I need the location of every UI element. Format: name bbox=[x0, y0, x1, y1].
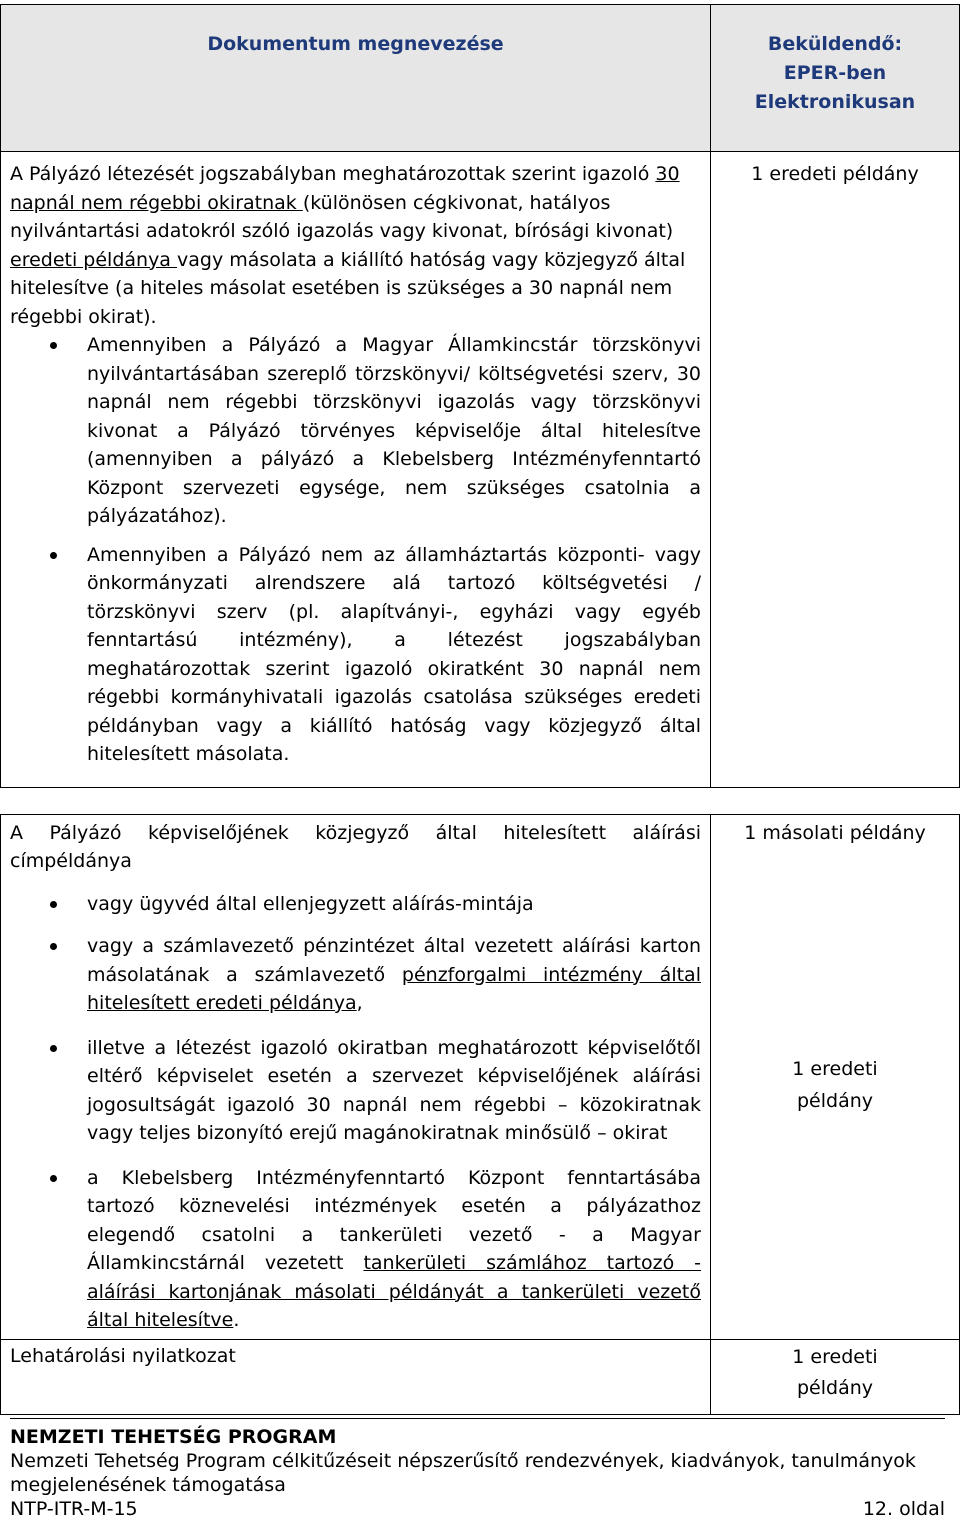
header-submit-line3: Elektronikusan bbox=[754, 91, 916, 113]
signature-specimen-copies-mid: 1 eredeti példány bbox=[792, 1058, 878, 1112]
bullet-icon bbox=[50, 901, 57, 908]
table-row-signature-specimen bbox=[1, 814, 960, 1339]
bullet-icon bbox=[50, 1045, 57, 1052]
existence-proof-intro: A Pályázó létezését jogszabályban meghatározottak szerint igazoló 30 napnál nem régebbi okiratnak (különösen cégkivonat, hatályos nyilvántartási adatokról szóló igazolás vagy kivonat, bírósági kivonat) eredeti példánya vagy másolata a kiállító hatóság vagy közjegyző által hitelesítve (a hiteles másolat esetében is szükséges a 30 napnál nem régebbi okirat). bbox=[10, 163, 686, 328]
table-row-existence-proof bbox=[1, 152, 960, 788]
existence-proof-cell bbox=[1, 152, 711, 788]
list-item: Amennyiben a Pályázó nem az államháztartás központi- vagy önkormányzati alrendszere alá tartozó költségvetési / törzskönyvi szerv (pl. alapítványi-, egyházi vagy egyéb fenntartású intézmény), a létezést jogszabályban meghatározottak szerint igazoló okiratként 30 napnál nem régebbi kormányhivatali igazolás csatolása szükséges eredeti példányban vagy a kiállító hatóság vagy közjegyző által hitelesített másolata. bbox=[10, 541, 701, 769]
footer-program-title: NEMZETI TEHETSÉG PROGRAM bbox=[10, 1426, 337, 1448]
bullet-icon bbox=[50, 552, 57, 559]
signature-specimen-copies-cell bbox=[711, 814, 960, 1339]
list-item: vagy a számlavezető pénzintézet által vezetett aláírási karton másolatának a számlavezető pénzforgalmi intézmény által hitelesített eredeti példánya, bbox=[10, 932, 701, 1018]
header-submit-line2: EPER-ben bbox=[783, 62, 887, 84]
bullet-icon bbox=[50, 342, 57, 349]
footer-page-number: 12. oldal bbox=[862, 1498, 945, 1520]
header-document-name: Dokumentum megnevezése bbox=[207, 33, 504, 55]
footer-meta bbox=[10, 1497, 945, 1521]
bullet-icon bbox=[50, 1175, 57, 1182]
header-submit-label bbox=[711, 5, 959, 117]
signature-specimen-cell bbox=[1, 814, 711, 1339]
footer-program-subtitle: Nemzeti Tehetség Program célkitűzéseit népszerűsítő rendezvények, kiadványok, tanulmányok megjelenésének támogatása bbox=[10, 1450, 916, 1496]
table-header-row bbox=[1, 5, 960, 152]
header-submit-line1: Beküldendő: bbox=[767, 33, 903, 55]
page-footer bbox=[10, 1418, 945, 1521]
table-row-demarcation-statement bbox=[1, 1339, 960, 1414]
table-spacer-row bbox=[1, 787, 960, 814]
signature-specimen-intro: A Pályázó képviselőjének közjegyző által hitelesített aláírási címpéldánya bbox=[10, 821, 701, 872]
list-item: illetve a létezést igazoló okiratban meghatározott képviselőtől eltérő képviselet esetén a szervezet képviselőjének aláírási jogosultságát igazoló 30 napnál nem régebbi – közokiratnak vagy teljes bizonyító erejű magánokiratnak minősülő – okirat bbox=[10, 1034, 701, 1148]
header-document-name-cell bbox=[1, 5, 711, 152]
demarcation-statement-cell: Lehatárolási nyilatkozat bbox=[1, 1339, 711, 1414]
list-item: a Klebelsberg Intézményfenntartó Központ fenntartásába tartozó köznevelési intézmények esetén a pályázathoz elegendő csatolni a tankerületi vezető - a Magyar Államkincstárnál vezetett tankerületi számlához tartozó - aláírási kartonjának másolati példányát a tankerületi vezető által hitelesítve. bbox=[10, 1164, 701, 1335]
existence-proof-list bbox=[10, 331, 701, 769]
document-table bbox=[0, 4, 960, 1415]
bullet-icon bbox=[50, 943, 57, 950]
header-submit-cell bbox=[711, 5, 960, 152]
list-item: Amennyiben a Pályázó a Magyar Államkincstár törzskönyvi nyilvántartásában szereplő törzskönyvi/ költségvetési szerv, 30 napnál nem régebbi törzskönyvi igazolás vagy törzskönyvi kivonat a Pályázó törvényes képviselője által hitelesítve (amennyiben a pályázó a Klebelsberg Intézményfenntartó Központ szervezeti egysége, nem szükséges csatolnia a pályázatához). bbox=[10, 331, 701, 531]
list-item: vagy ügyvéd által ellenjegyzett aláírás-mintája bbox=[10, 890, 701, 919]
signature-specimen-copies-top: 1 másolati példány bbox=[744, 821, 926, 844]
footer-code: NTP-ITR-M-15 bbox=[10, 1498, 138, 1520]
existence-proof-copies: 1 eredeti példány bbox=[711, 152, 960, 788]
signature-specimen-list bbox=[10, 890, 701, 1335]
demarcation-statement-copies-cell: 1 eredeti példány bbox=[711, 1339, 960, 1414]
